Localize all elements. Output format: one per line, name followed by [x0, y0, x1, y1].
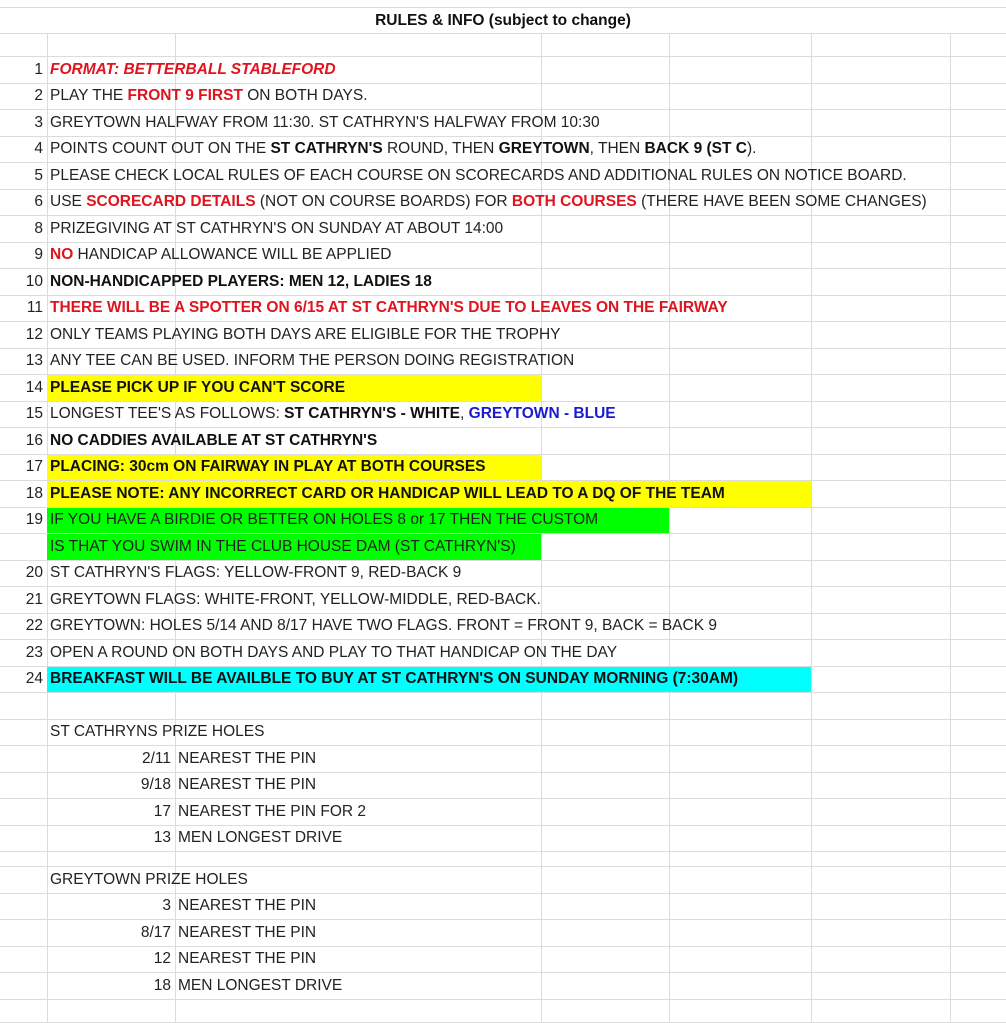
rule-number: 12 — [25, 325, 43, 343]
rule-text-segment: NO CADDIES AVAILABLE AT ST CATHRYN'S — [50, 431, 378, 449]
top-row-edge — [0, 0, 1006, 8]
rule-text — [50, 561, 461, 587]
rule-number: 14 — [25, 378, 43, 396]
prize-section-heading: GREYTOWN PRIZE HOLES — [50, 870, 248, 888]
rule-row[interactable] — [0, 269, 1006, 296]
rule-text — [50, 296, 728, 322]
rule-row[interactable] — [0, 614, 1006, 641]
rule-number: 15 — [25, 405, 43, 423]
rule-row[interactable] — [0, 640, 1006, 667]
rule-number: 20 — [25, 564, 43, 582]
rule-text-segment: GREYTOWN: HOLES 5/14 AND 8/17 HAVE TWO FLAGS. FRONT = FRONT 9, BACK = BACK 9 — [50, 617, 717, 635]
rule-text — [50, 402, 616, 428]
prize-hole-number: 17 — [153, 802, 171, 820]
prize-hole-row[interactable] — [0, 920, 1006, 947]
rule-row[interactable] — [0, 216, 1006, 243]
rule-number: 13 — [25, 352, 43, 370]
prize-description: NEAREST THE PIN — [178, 776, 317, 794]
rule-text-segment: , THEN — [589, 140, 645, 158]
prize-section-heading-row[interactable] — [0, 720, 1006, 747]
rule-text — [50, 667, 738, 693]
prize-hole-row[interactable] — [0, 746, 1006, 773]
rule-text-segment: ST CATHRYN'S — [270, 140, 383, 158]
rule-row[interactable] — [0, 163, 1006, 190]
prize-description: MEN LONGEST DRIVE — [178, 829, 343, 847]
rule-number: 23 — [25, 643, 43, 661]
rule-text — [50, 508, 598, 534]
rule-row[interactable] — [0, 190, 1006, 217]
rule-number: 10 — [25, 272, 43, 290]
rule-text-segment: SCORECARD DETAILS — [86, 193, 256, 211]
rule-text-segment: ST CATHRYN'S - WHITE — [284, 405, 461, 423]
prize-description: NEAREST THE PIN — [178, 897, 317, 915]
prize-hole-row[interactable] — [0, 799, 1006, 826]
blank-row[interactable] — [0, 693, 1006, 720]
prize-description: NEAREST THE PIN FOR 2 — [178, 802, 367, 820]
rule-row[interactable] — [0, 296, 1006, 323]
rule-text-segment: GREYTOWN — [498, 140, 590, 158]
rule-number: 9 — [34, 246, 43, 264]
prize-hole-number: 12 — [153, 950, 171, 968]
rule-text-segment: USE — [50, 193, 87, 211]
rule-row[interactable] — [0, 508, 1006, 535]
rule-text — [50, 349, 574, 375]
rule-text — [50, 84, 368, 110]
prize-hole-number: 13 — [153, 829, 171, 847]
rule-text-segment: ONLY TEAMS PLAYING BOTH DAYS ARE ELIGIBLE FOR THE TROPHY — [50, 325, 561, 343]
rule-row[interactable] — [0, 481, 1006, 508]
rule-number: 3 — [34, 113, 43, 131]
rule-text — [50, 57, 336, 83]
rule-number: 18 — [25, 484, 43, 502]
rule-text-segment: PLACING: 30cm ON FAIRWAY IN PLAY AT BOTH COURSES — [50, 458, 486, 476]
title-row[interactable] — [0, 8, 1006, 34]
rule-text-segment: NO — [50, 246, 74, 264]
prize-hole-row[interactable] — [0, 894, 1006, 921]
rule-row[interactable] — [0, 57, 1006, 84]
prize-description: MEN LONGEST DRIVE — [178, 976, 343, 994]
rule-row[interactable] — [0, 137, 1006, 164]
blank-row[interactable] — [0, 852, 1006, 867]
prize-description: NEAREST THE PIN — [178, 749, 317, 767]
rule-text-segment: FRONT 9 FIRST — [127, 87, 243, 105]
prize-section-heading: ST CATHRYNS PRIZE HOLES — [50, 723, 265, 741]
rule-row[interactable] — [0, 349, 1006, 376]
rule-text — [50, 455, 486, 481]
sheet-title: RULES & INFO (subject to change) — [375, 11, 631, 29]
rule-number: 19 — [25, 511, 43, 529]
prize-hole-number: 3 — [162, 897, 171, 915]
rule-row[interactable] — [0, 667, 1006, 694]
rule-row[interactable] — [0, 110, 1006, 137]
rule-text-segment: BREAKFAST WILL BE AVAILBLE TO BUY AT ST CATHRYN'S ON SUNDAY MORNING (7:30AM) — [50, 670, 739, 688]
rule-text — [50, 243, 391, 269]
rule-number: 17 — [25, 458, 43, 476]
rule-text — [50, 216, 503, 242]
rule-text-segment: GREYTOWN HALFWAY FROM 11:30. ST CATHRYN'S HALFWAY FROM 10:30 — [50, 113, 600, 131]
rule-text-segment: PLEASE CHECK LOCAL RULES OF EACH COURSE ON SCORECARDS AND ADDITIONAL RULES ON NOTICE BOARD. — [50, 166, 907, 184]
rule-text-segment: LONGEST TEE'S AS FOLLOWS: — [50, 405, 285, 423]
rule-number: 6 — [34, 193, 43, 211]
rule-text — [50, 640, 617, 666]
rule-text — [50, 322, 561, 348]
rule-text — [50, 137, 756, 163]
rule-text-segment: PLAY THE — [50, 87, 128, 105]
rule-text — [50, 375, 345, 401]
prize-hole-row[interactable] — [0, 773, 1006, 800]
rule-number: 2 — [34, 87, 43, 105]
rule-text-segment: PLEASE PICK UP IF YOU CAN'T SCORE — [50, 378, 346, 396]
prize-hole-number: 2/11 — [141, 749, 171, 767]
rule-text-segment: (THERE HAVE BEEN SOME CHANGES) — [636, 193, 927, 211]
rule-number: 8 — [34, 219, 43, 237]
rule-text-segment: ON BOTH DAYS. — [242, 87, 368, 105]
rule-number: 5 — [34, 166, 43, 184]
rule-text — [50, 163, 907, 189]
rule-text-segment: OPEN A ROUND ON BOTH DAYS AND PLAY TO THAT HANDICAP ON THE DAY — [50, 643, 618, 661]
rule-text-segment: NON-HANDICAPPED PLAYERS: MEN 12, LADIES 18 — [50, 272, 432, 290]
rule-text-segment: (NOT ON COURSE BOARDS) FOR — [255, 193, 512, 211]
rule-number: 16 — [25, 431, 43, 449]
rule-number: 22 — [25, 617, 43, 635]
blank-row[interactable] — [0, 34, 1006, 57]
prize-hole-row[interactable] — [0, 973, 1006, 1000]
rule-text — [50, 190, 927, 216]
rule-row[interactable] — [0, 84, 1006, 111]
prize-section-heading-row[interactable] — [0, 867, 1006, 894]
rule-text — [50, 269, 432, 295]
prize-description: NEAREST THE PIN — [178, 950, 317, 968]
rule-row[interactable] — [0, 587, 1006, 614]
rule-row[interactable] — [0, 375, 1006, 402]
prize-hole-number: 18 — [153, 976, 171, 994]
rule-number: 11 — [26, 299, 43, 317]
rule-text-segment: IF YOU HAVE A BIRDIE OR BETTER ON HOLES 8 or 17 THEN THE CUSTOM — [50, 511, 599, 529]
rule-text-segment: IS THAT YOU SWIM IN THE CLUB HOUSE DAM (ST CATHRYN'S) — [50, 537, 516, 555]
rule-text-segment: ROUND, THEN — [382, 140, 499, 158]
rule-number: 4 — [34, 140, 43, 158]
rule-row[interactable] — [0, 243, 1006, 270]
rule-text-segment: PLEASE NOTE: ANY INCORRECT CARD OR HANDICAP WILL LEAD TO A DQ OF THE TEAM — [50, 484, 725, 502]
rule-text-segment: POINTS COUNT OUT ON THE — [50, 140, 271, 158]
prize-hole-row[interactable] — [0, 947, 1006, 974]
rule-number: 1 — [34, 60, 43, 78]
rule-row[interactable] — [0, 322, 1006, 349]
rule-row[interactable] — [0, 428, 1006, 455]
rule-text-segment: FORMAT: BETTERBALL STABLEFORD — [50, 60, 336, 78]
rule-row[interactable] — [0, 561, 1006, 588]
rule-text-segment: ST CATHRYN'S FLAGS: YELLOW-FRONT 9, RED-BACK 9 — [50, 564, 462, 582]
prize-hole-number: 8/17 — [140, 923, 171, 941]
rule-row[interactable] — [0, 534, 1006, 561]
rule-text — [50, 614, 717, 640]
rule-text-segment: ). — [746, 140, 757, 158]
rule-text-segment: BOTH COURSES — [511, 193, 637, 211]
rule-number: 21 — [25, 590, 43, 608]
rule-text-segment: HANDICAP ALLOWANCE WILL BE APPLIED — [73, 246, 392, 264]
rule-text — [50, 428, 377, 454]
rule-text — [50, 110, 600, 136]
rule-text-segment: PRIZEGIVING AT ST CATHRYN'S ON SUNDAY AT ABOUT 14:00 — [50, 219, 504, 237]
rule-number: 24 — [25, 670, 43, 688]
rule-row[interactable] — [0, 402, 1006, 429]
rule-text-segment: THERE WILL BE A SPOTTER ON 6/15 AT ST CATHRYN'S DUE TO LEAVES ON THE FAIRWAY — [50, 299, 728, 317]
rule-text-segment: , — [460, 405, 469, 423]
rule-text-segment: ANY TEE CAN BE USED. INFORM THE PERSON DOING REGISTRATION — [50, 352, 575, 370]
prize-hole-number: 9/18 — [140, 776, 171, 794]
prize-hole-row[interactable] — [0, 826, 1006, 853]
rule-text — [50, 587, 541, 613]
prize-description: NEAREST THE PIN — [178, 923, 317, 941]
rule-text-segment: BACK 9 (ST C — [644, 140, 747, 158]
rule-text — [50, 534, 516, 560]
rule-row[interactable] — [0, 455, 1006, 482]
rule-text-segment: GREYTOWN - BLUE — [468, 405, 616, 423]
rule-text — [50, 481, 725, 507]
rule-text-segment: GREYTOWN FLAGS: WHITE-FRONT, YELLOW-MIDDLE, RED-BACK. — [50, 590, 541, 608]
rule-number — [0, 534, 43, 560]
blank-row[interactable] — [0, 1000, 1006, 1023]
